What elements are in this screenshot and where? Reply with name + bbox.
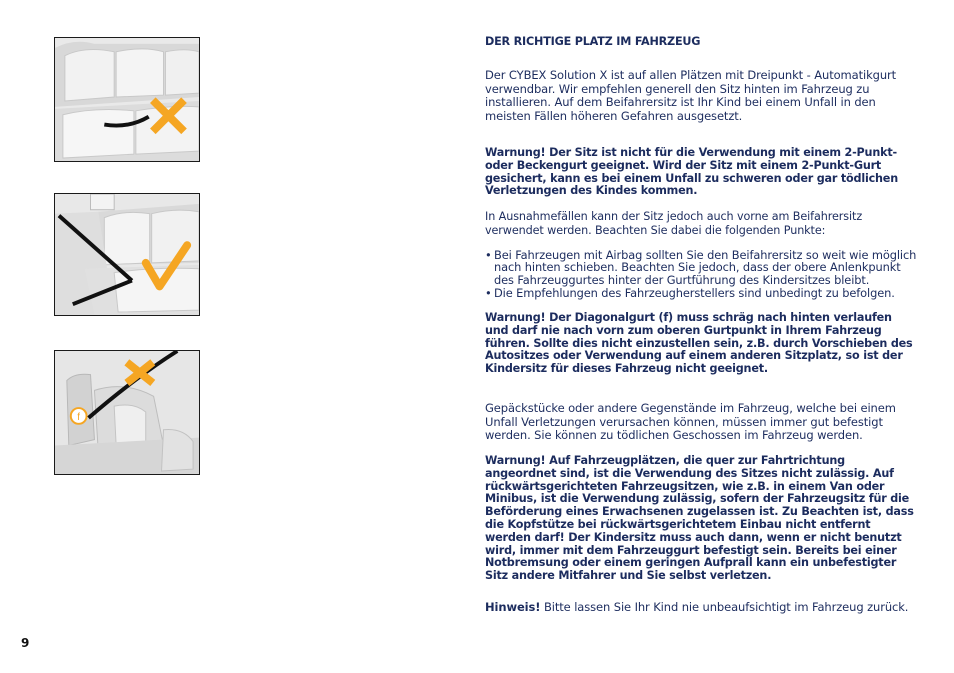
warning-seat-orientation: Warnung! Auf Fahrzeugplätzen, die quer zur Fahrtrichtung angeordnet sind, ist die Verwendung des Sitzes nicht zulässig. Auf rückwärtsgerichteten Fahrzeugsitzen, wie z.B. in einem Van oder Minibus, ist die Verwendung zulässig, sofern der Fahrzeugsitz für die Beförderung eines Erwachsenen zugelassen ist. Zu Beachten ist, dass die Kopfstütze bei rückwärtsgerichtetem Einbau nicht entfernt werden darf! Der Kindersitz muss auch dann, wenn er nicht benutzt wird, immer mit dem Fahrzeuggurt befestigt sein. Bereits bei einer Notbremsung oder einem geringen Aufprall kann ein unbefestigter Sitz andere Mitfahrer und Sie selbst verletzen. <box>485 454 914 583</box>
figure-diagonal-belt-direction <box>54 350 200 475</box>
figure-three-point-belt-allowed <box>54 193 200 316</box>
bullet-icon: • <box>485 248 492 262</box>
list-item <box>485 249 917 286</box>
front-seat-bullet-list <box>485 249 917 301</box>
note-label: Hinweis! <box>485 600 541 614</box>
warning-2-point-belt: Warnung! Der Sitz ist nicht für die Verwendung mit einem 2-Punkt- oder Beckengurt geeignet. Wird der Sitz mit einem 2-Punkt-Gurt gesichert, kann es bei einem Unfall zu schweren oder gar tödlichen Verletzungen des Kindes kommen. <box>485 146 898 198</box>
luggage-paragraph: Gepäckstücke oder andere Gegenstände im Fahrzeug, welche bei einem Unfall Verletzungen verursachen können, müssen immer gut befestigt werden. Sie können zu tödlichen Geschossen im Fahrzeug werden. <box>485 401 896 443</box>
exception-paragraph: In Ausnahmefällen kann der Sitz jedoch auch vorne am Beifahrersitz verwendet werden. Beachten Sie dabei die folgenden Punkte: <box>485 210 863 237</box>
note-text: Bitte lassen Sie Ihr Kind nie unbeaufsichtigt im Fahrzeug zurück. <box>540 600 909 614</box>
bullet-icon: • <box>485 286 492 301</box>
note-paragraph <box>485 601 917 615</box>
list-item-text: Bei Fahrzeugen mit Airbag sollten Sie den Beifahrersitz so weit wie möglich nach hinten schieben. Beachten Sie jedoch, dass der obere Anlenkpunkt des Fahrzeuggurtes hinter der Gurtführung des Kindersitzes bleibt. <box>494 248 917 287</box>
belt-f-label: f <box>77 411 81 423</box>
list-item <box>485 287 917 299</box>
figure-lap-belt-not-allowed <box>54 37 200 162</box>
section-heading: DER RICHTIGE PLATZ IM FAHRZEUG <box>485 35 701 48</box>
page-number: 9 <box>21 636 30 650</box>
warning-diagonal-belt: Warnung! Der Diagonalgurt (f) muss schräg nach hinten verlaufen und darf nie nach vorn zum oberen Gurtpunkt in Ihrem Fahrzeug führen. Sollte dies nicht einzustellen sein, z.B. durch Vorschieben des Autositzes oder Verwendung auf einem anderen Sitzplatz, so ist der Kindersitz für dieses Fahrzeug nicht geeignet. <box>485 311 913 376</box>
list-item-text: Die Empfehlungen des Fahrzeugherstellers sind unbedingt zu befolgen. <box>494 286 895 301</box>
intro-paragraph: Der CYBEX Solution X ist auf allen Plätzen mit Dreipunkt - Automatikgurt verwendbar. Wir empfehlen generell den Sitz hinten im Fahrzeug zu installieren. Auf dem Beifahrersitz ist Ihr Kind bei einem Unfall in den meisten Fällen höheren Gefahren ausgesetzt. <box>485 68 897 123</box>
